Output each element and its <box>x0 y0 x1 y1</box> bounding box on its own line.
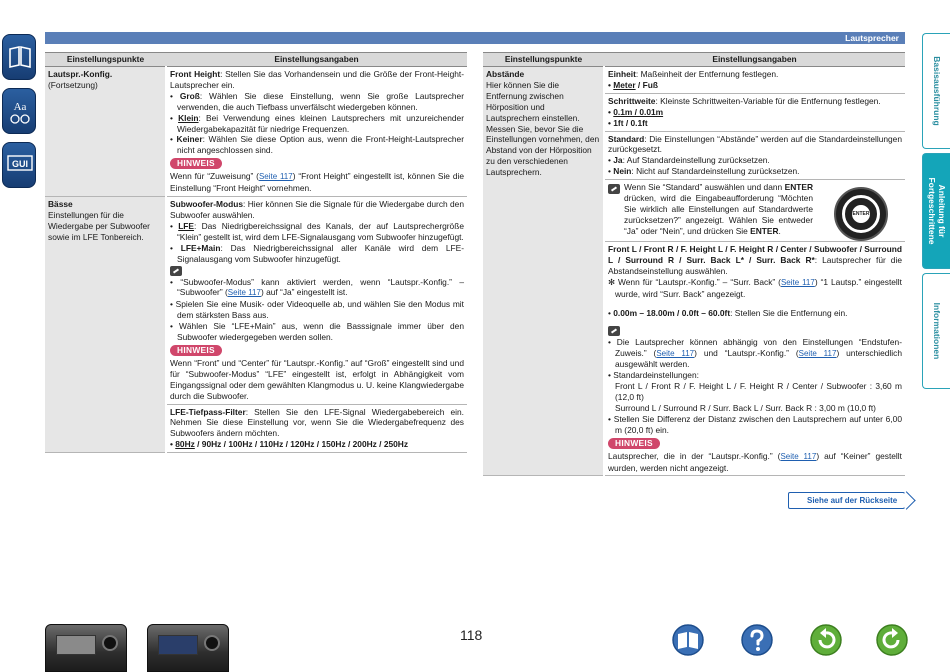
row-title: Abstände <box>486 69 525 79</box>
help-icon[interactable] <box>741 624 773 656</box>
note-icon <box>170 266 182 276</box>
col-header-points: Einstellungspunkte <box>483 53 604 67</box>
settings-table-right <box>483 52 905 476</box>
table-row: Abstände Hier können Sie die Entfernung zwischen Hörposition und Lautsprechern einstellen. Messen Sie, bevor Sie die Einstellungen vornehmen, den Abstand von der Hörposition zu den verschiedenen Lautsprechern. Einheit: Maßeinheit der Entfernung festlegen. • Meter / Fuß Schrittweite: Kleinste Schrittweiten-Variable für die Entfernung festlegen. • 0.1m / 0.01m • 1ft / 0.1ft Standard: Die Einstellungen “Abstände” werden auf die Standardeinstellungen zurückgesetzt. • Ja: Auf Standardeinstellung zurücksetzen. • Nein: Nicht auf Standardeinstellung zurücksetzen. Wenn Sie “Standard” auswählen und dann ENTER drücken, wird die Eingabeaufforderung “Möchten Sie wirklich alle Einstellungen auf Standardwerte zurücksetzen?” angezeigt. Wählen Sie entweder “Ja” oder “Nein”, und drücken Sie ENTER. Front L / Front R / F. Height L / F. Height R / Center / Subwoofer / Surround L / Surround R / Surr. Back L* / Surr. Back R*: Lautsprecher für die Abstandseinstellung auswählen. ✻ Wenn für “Lautspr.-Konfig.” – “Surr. Back” (Seite 117) “1 Lautsp.” eingestellt wurde, wird “Surr. Back” angezeigt. • 0.00m – 18.00m / 0.0ft – 60.0ft: Stellen Sie die Entfernung ein. • Die Lautsprecher können abhängig von den Einstellungen “Endstufen-Zuweis.” (Seite 117) und “Lautspr.-Konfig.” (Seite 117) unterschiedlich ausgewählt werden. • Standardeinstellungen: Front L / Front R / F. Height L / F. Height R / Center / Subwoofer : 3,60 m (12,0 ft) Surround L / Surround R / Surr. Back L / Surr. Back R : 3,00 m (10,0 ft) • Stellen Sie Differenz der Distanz zwischen den Lautsprechern auf unter 6,00 m (20,0 ft) ein. HINWEIS Lautsprecher, die in der “Lautspr.-Konfig.” (Seite 117) auf “Keiner” gestellt wurden, werden nicht angezeigt. <box>483 67 905 476</box>
contents-icon[interactable] <box>2 34 36 80</box>
row-subtitle: Einstellungen für die Wiedergabe per Subwoofer sowie im LFE Tonbereich. <box>48 209 150 242</box>
forward-icon[interactable] <box>876 624 908 656</box>
font-index-icon[interactable] <box>2 88 36 134</box>
table-row: Lautspr.-Konfig. (Fortsetzung) Front Height: Stellen Sie das Vorhandensein und die Größe der Front-Height-Lautsprecher ein. • Groß: Wählen Sie diese Einstellung, wenn Sie große Lautsprecher verwenden, die auch Tiefbass unverfälscht wiedergeben können. • Klein: Bei Verwendung eines kleinen Lautsprechers mit unzureichender Wiedergabekapazität für niedrige Frequenzen. • Keiner: Wählen Sie diese Option aus, wenn die Front-Height-Lautsprecher nicht angeschlossen sind. HINWEIS Wenn für “Zuweisung” (Seite 117) “Front Height” eingestellt ist, können Sie die Einstellung “Front Height” vornehmen. <box>45 67 467 197</box>
note-icon <box>608 326 620 336</box>
page-ref-link[interactable]: Seite 117 <box>798 348 837 358</box>
tab-label: Basisausführung <box>931 56 942 126</box>
receiver-display-icon[interactable] <box>147 624 229 672</box>
tab-informationen[interactable] <box>922 273 950 389</box>
enter-button-illustration: ENTER <box>834 187 888 241</box>
page-ref-link[interactable]: Seite 117 <box>780 277 815 287</box>
row-subtitle: Hier können Sie die Entfernung zwischen Hörposition und Lautsprechern einstellen. Messen Sie, bevor Sie die Einstellungen vornehmen, den Abstand von der Hörposition zu den verschiedenen Lautsprechern. <box>486 79 600 178</box>
gui-icon[interactable] <box>2 142 36 188</box>
tab-fortgeschrittene[interactable] <box>922 153 950 269</box>
page-number: 118 <box>460 627 483 643</box>
hinweis-badge: HINWEIS <box>170 158 222 169</box>
page-ref-link[interactable]: Seite 117 <box>780 451 817 461</box>
page-ref-link[interactable]: Seite 117 <box>258 172 293 182</box>
col-header-points: Einstellungspunkte <box>45 53 166 67</box>
section-header-bar <box>45 32 905 44</box>
row-title: Lautspr.-Konfig. <box>48 69 113 79</box>
note-icon <box>608 184 620 194</box>
tab-label: Informationen <box>931 302 942 360</box>
row-subtitle: (Fortsetzung) <box>48 79 98 90</box>
see-back-link[interactable]: Siehe auf der Rückseite <box>788 492 905 509</box>
page-ref-link[interactable]: Seite 117 <box>227 288 261 298</box>
tab-basisausfuehrung[interactable] <box>922 33 950 149</box>
svg-text:GUI: GUI <box>11 159 29 169</box>
hinweis-badge: HINWEIS <box>170 345 222 356</box>
table-row: Bässe Einstellungen für die Wiedergabe per Subwoofer sowie im LFE Tonbereich. Subwoofer-Modus: Hier können Sie die Signale für die Wiedergabe durch den Subwoofer auswählen. • LFE: Das Niedrigbereichssignal des Kanals, der auf Lautsprechergröße “Klein” gestellt ist, wird dem LFE-Signalausgang vom Subwoofer hinzugefügt. • LFE+Main: Das Niedrigbereichssignal aller Kanäle wird dem LFE-Signalausgang vom Subwoofer hinzugefügt. • “Subwoofer-Modus” kann aktiviert werden, wenn “Lautspr.-Konfig.” – “Subwoofer” (Seite 117) auf “Ja” eingestellt ist. • Spielen Sie eine Musik- oder Videoquelle ab, und wählen Sie den Modus mit dem stärksten Bass aus. • Wählen Sie “LFE+Main” aus, wenn die Basssignale immer über den Subwoofer wiedergegeben werden sollen. HINWEIS Wenn “Front” und “Center” für “Lautspr.-Konfig.” auf “Groß” eingestellt sind und für “Subwoofer-Modus” “LFE” eingestellt ist, erfolgt in Abhängigkeit vom Eingangssignal oder dem gewählten Klangmodus u. U. keine Klangwiedergabe durch die Subwoofer. LFE-Tiefpass-Filter: Stellen Sie den LFE-Signal Wiedergabebereich ein. Nehmen Sie diese Einstellung vor, wenn Sie die Wiedergabefrequenz des Subwoofers ändern möchten. • 80Hz / 90Hz / 100Hz / 110Hz / 120Hz / 150Hz / 200Hz / 250Hz <box>45 197 467 453</box>
svg-text:Aa: Aa <box>13 101 27 113</box>
back-icon[interactable] <box>810 624 842 656</box>
section-title: Lautsprecher <box>845 33 899 43</box>
contents-book-icon[interactable] <box>672 624 704 656</box>
receiver-front-icon[interactable] <box>45 624 127 672</box>
row-title: Bässe <box>48 199 73 210</box>
settings-table-left <box>45 52 467 453</box>
hinweis-badge: HINWEIS <box>608 438 660 449</box>
col-header-details: Einstellungsangaben <box>604 53 905 67</box>
tab-label: Anleitung für Fortgeschrittene <box>926 177 947 245</box>
col-header-details: Einstellungsangaben <box>166 53 467 67</box>
page-ref-link[interactable]: Seite 117 <box>656 348 695 358</box>
